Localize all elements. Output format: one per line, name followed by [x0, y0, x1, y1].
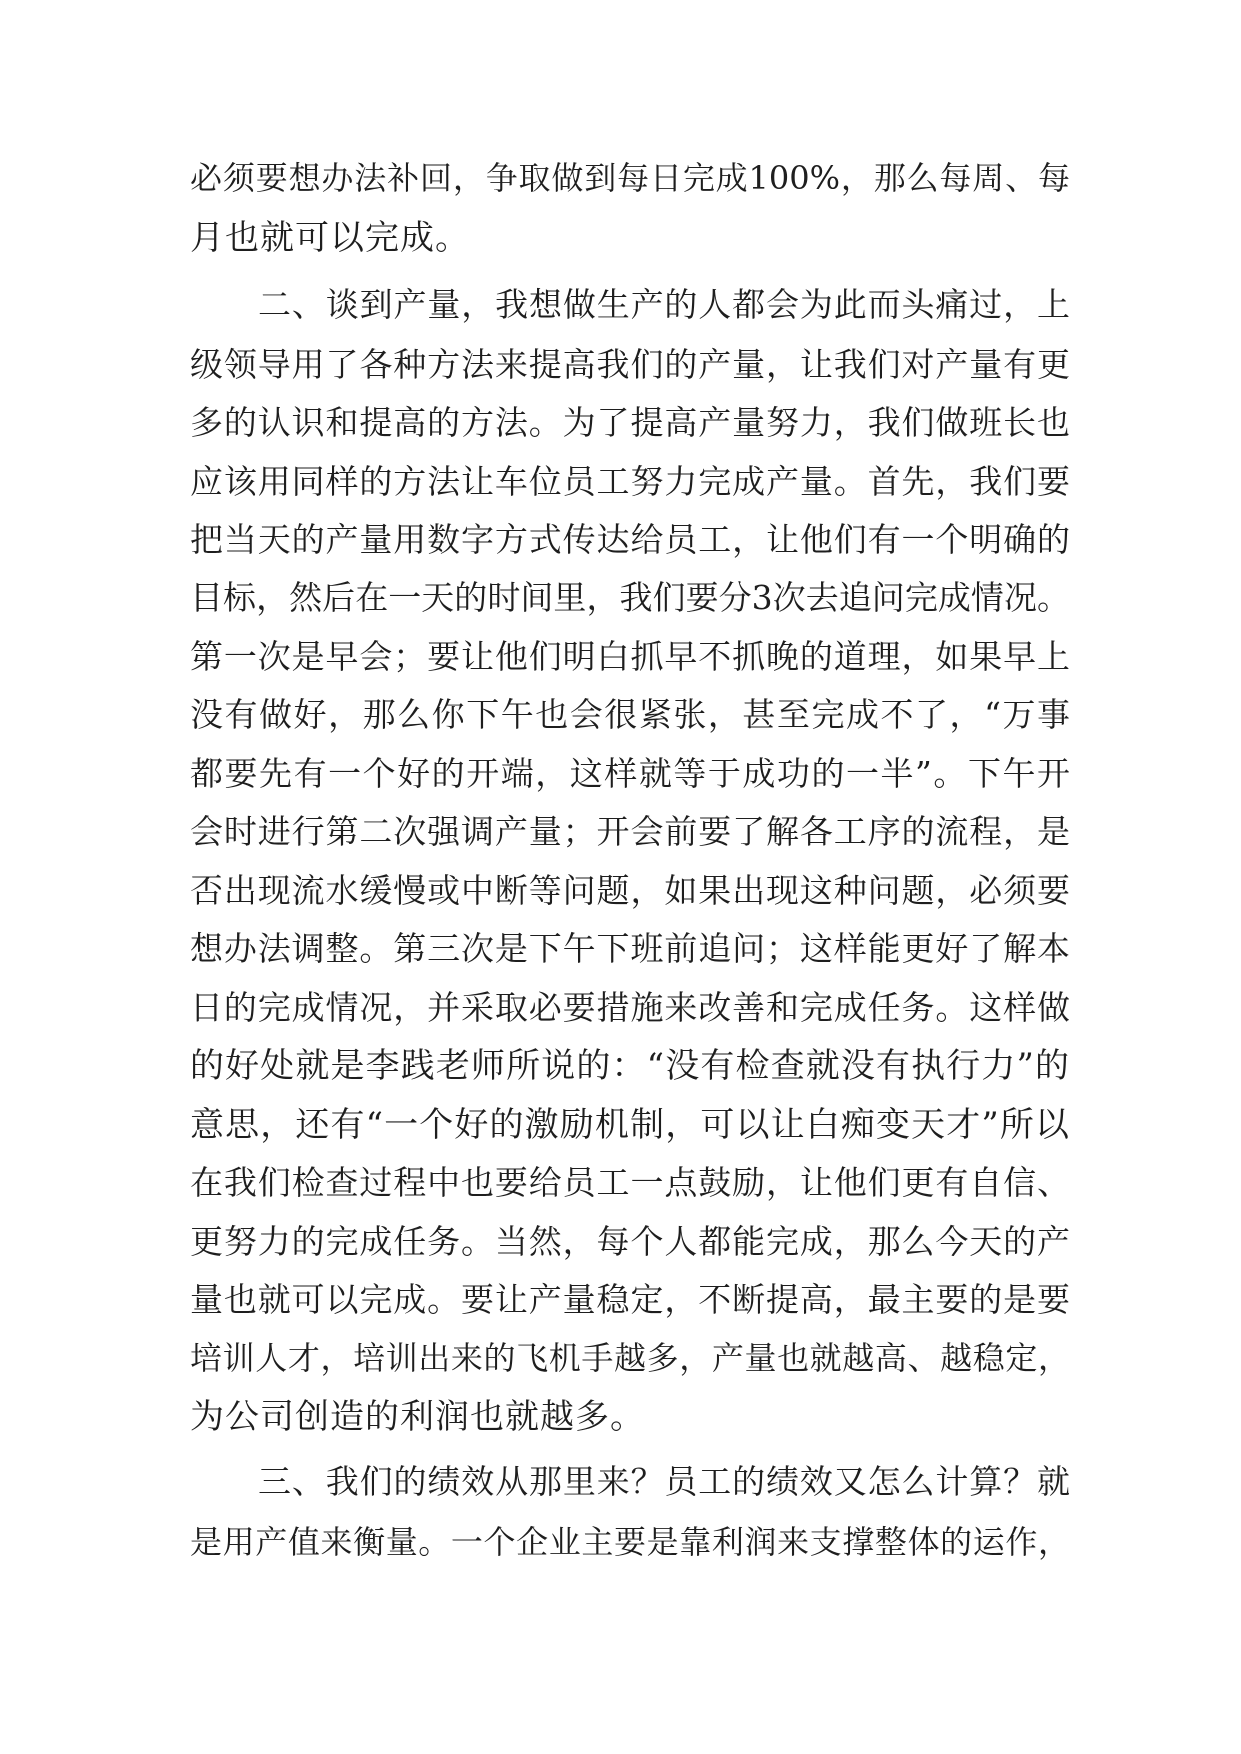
- text-line-9: 第一次是早会；要让他们明白抓早不抓晚的道理，如果早上: [190, 637, 1070, 676]
- text-line-16: 的好处就是李践老师所说的：“没有检查就没有执行力”的: [190, 1046, 1070, 1086]
- text-line-13: 否出现流水缓慢或中断等问题，如果出现这种问题，必须要: [190, 871, 1070, 910]
- text-line-6: 应该用同样的方法让车位员工努力完成产量。首先，我们要: [190, 462, 1070, 501]
- text-line-11: 都要先有一个好的开端，这样就等于成功的一半”。下午开: [190, 754, 1070, 793]
- text-line-8: 目标，然后在一天的时间里，我们要分3次去追问完成情况。: [190, 578, 1070, 617]
- text-line-21: 培训人才，培训出来的飞机手越多，产量也就越高、越稳定，: [190, 1339, 1070, 1377]
- text-line-15: 日的完成情况，并采取必要措施来改善和完成任务。这样做: [190, 988, 1070, 1027]
- text-line-14: 想办法调整。第三次是下午下班前追问；这样能更好了解本: [190, 929, 1070, 968]
- text-line-20: 量也就可以完成。要让产量稳定，不断提高，最主要的是要: [190, 1280, 1070, 1319]
- text-line-3: 二、谈到产量，我想做生产的人都会为此而头痛过，上: [258, 285, 1070, 324]
- text-line-23: 三、我们的绩效从那里来？员工的绩效又怎么计算？就: [258, 1462, 1070, 1501]
- text-line-1: 必须要想办法补回，争取做到每日完成100%，那么每周、每: [190, 159, 1070, 197]
- text-line-12: 会时进行第二次强调产量；开会前要了解各工序的流程，是: [190, 812, 1070, 851]
- text-line-5: 多的认识和提高的方法。为了提高产量努力，我们做班长也: [190, 403, 1070, 442]
- text-line-18: 在我们检查过程中也要给员工一点鼓励，让他们更有自信、: [190, 1163, 1070, 1202]
- text-line-10: 没有做好，那么你下午也会很紧张，甚至完成不了，“万事: [190, 695, 1070, 734]
- text-line-24: 是用产值来衡量。一个企业主要是靠利润来支撑整体的运作，: [190, 1523, 1070, 1561]
- text-line-4: 级领导用了各种方法来提高我们的产量，让我们对产量有更: [190, 345, 1070, 384]
- text-line-2: 月也就可以完成。: [190, 218, 470, 258]
- text-line-22: 为公司创造的利润也就越多。: [190, 1397, 645, 1437]
- text-line-17: 意思，还有“一个好的激励机制，可以让白痴变天才”所以: [190, 1105, 1070, 1145]
- text-line-7: 把当天的产量用数字方式传达给员工，让他们有一个明确的: [190, 520, 1070, 559]
- text-line-19: 更努力的完成任务。当然，每个人都能完成，那么今天的产: [190, 1222, 1070, 1261]
